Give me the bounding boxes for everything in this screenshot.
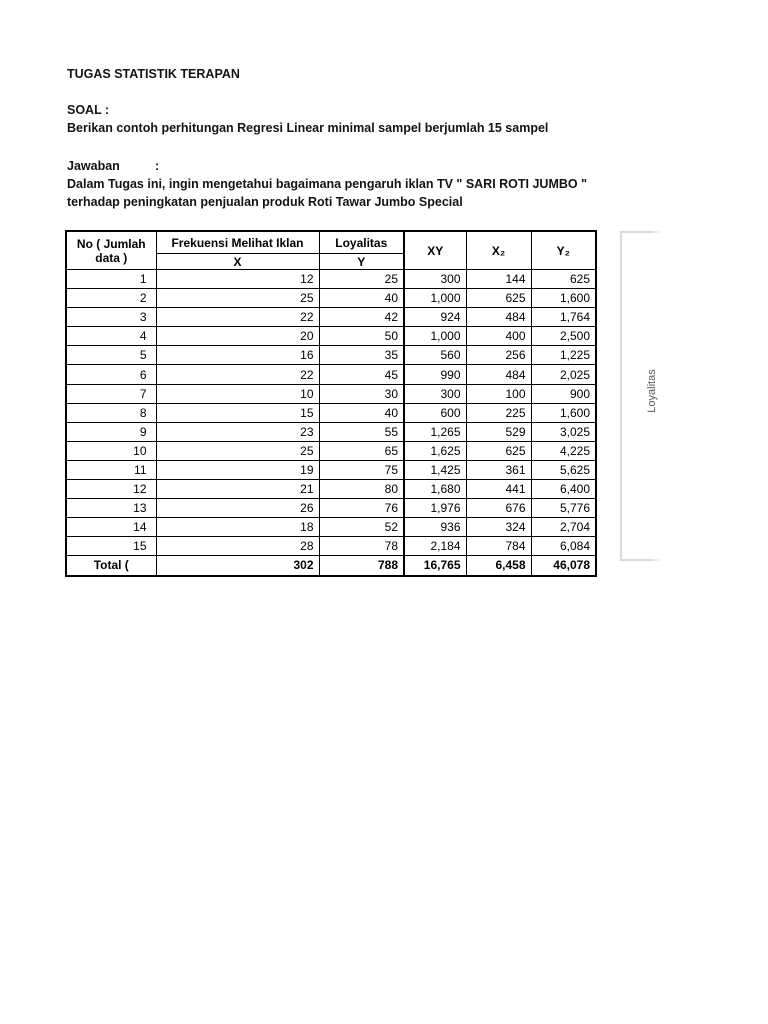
total-x2: 6,458: [466, 556, 531, 577]
table-cell-y2: 2,025: [531, 365, 596, 384]
table-cell-y: 40: [319, 289, 404, 308]
table-cell-no: 7: [66, 384, 156, 403]
table-cell-no: 15: [66, 537, 156, 556]
table-row: [66, 499, 596, 518]
header-x: X: [156, 254, 319, 270]
page-title: TUGAS STATISTIK TERAPAN: [67, 67, 240, 81]
table-cell-x: 18: [156, 518, 319, 537]
table-cell-x: 22: [156, 365, 319, 384]
table-cell-y: 55: [319, 422, 404, 441]
table-cell-y2: 1,764: [531, 308, 596, 327]
table-cell-no: 13: [66, 499, 156, 518]
table-cell-x: 15: [156, 403, 319, 422]
table-cell-x2: 144: [466, 270, 531, 289]
data-table: [65, 230, 597, 577]
header-y2: Y₂: [531, 231, 596, 270]
table-cell-y: 30: [319, 384, 404, 403]
table-cell-y2: 6,400: [531, 480, 596, 499]
table-row: [66, 327, 596, 346]
table-cell-xy: 1,000: [404, 327, 466, 346]
table-row: [66, 441, 596, 460]
table-cell-y2: 2,500: [531, 327, 596, 346]
header-y: Y: [319, 254, 404, 270]
table-cell-xy: 1,425: [404, 460, 466, 479]
table-cell-x2: 625: [466, 441, 531, 460]
jawaban-text-line1: Dalam Tugas ini, ingin mengetahui bagaimana pengaruh iklan TV " SARI ROTI JUMBO ": [67, 177, 588, 191]
table-header: [66, 231, 596, 270]
table-cell-no: 2: [66, 289, 156, 308]
table-cell-xy: 1,265: [404, 422, 466, 441]
table-cell-y2: 5,625: [531, 460, 596, 479]
table-body: [66, 270, 596, 556]
table-cell-x: 20: [156, 327, 319, 346]
table-row: [66, 480, 596, 499]
table-cell-x: 26: [156, 499, 319, 518]
table-cell-xy: 1,680: [404, 480, 466, 499]
table-cell-x2: 529: [466, 422, 531, 441]
table-cell-xy: 1,000: [404, 289, 466, 308]
chart-top-border: [620, 231, 662, 233]
table-cell-x2: 676: [466, 499, 531, 518]
table-cell-y: 35: [319, 346, 404, 365]
jawaban-line: [67, 157, 159, 175]
table-cell-x2: 441: [466, 480, 531, 499]
soal-label: SOAL :: [67, 103, 110, 117]
table-cell-x2: 225: [466, 403, 531, 422]
table-row: [66, 422, 596, 441]
total-label: Total (: [66, 556, 156, 577]
table-row: [66, 537, 596, 556]
table-cell-y: 65: [319, 441, 404, 460]
table-cell-y2: 1,225: [531, 346, 596, 365]
table-cell-x: 19: [156, 460, 319, 479]
table-row: [66, 289, 596, 308]
header-xy: XY: [404, 231, 466, 270]
table-cell-xy: 300: [404, 270, 466, 289]
table-cell-x: 28: [156, 537, 319, 556]
table-cell-y2: 1,600: [531, 289, 596, 308]
chart-bottom-border: [620, 559, 662, 561]
table-row: [66, 365, 596, 384]
table-cell-x: 25: [156, 289, 319, 308]
table-row: [66, 346, 596, 365]
total-row: [66, 556, 596, 577]
jawaban-label: Jawaban: [67, 159, 120, 173]
table-cell-x2: 324: [466, 518, 531, 537]
header-frekuensi: Frekuensi Melihat Iklan: [156, 231, 319, 254]
table-cell-no: 1: [66, 270, 156, 289]
table-row: [66, 384, 596, 403]
table-cell-xy: 300: [404, 384, 466, 403]
table-cell-no: 10: [66, 441, 156, 460]
table-cell-x2: 361: [466, 460, 531, 479]
table-cell-y: 52: [319, 518, 404, 537]
total-x: 302: [156, 556, 319, 577]
table-cell-x2: 784: [466, 537, 531, 556]
table-cell-no: 4: [66, 327, 156, 346]
table-cell-no: 14: [66, 518, 156, 537]
table-cell-y2: 3,025: [531, 422, 596, 441]
table-cell-y: 45: [319, 365, 404, 384]
jawaban-colon: :: [155, 159, 160, 173]
table-cell-x: 21: [156, 480, 319, 499]
table-cell-x2: 400: [466, 327, 531, 346]
table-row: [66, 308, 596, 327]
table-cell-y: 75: [319, 460, 404, 479]
table-cell-no: 11: [66, 460, 156, 479]
total-y: 788: [319, 556, 404, 577]
table-cell-y: 76: [319, 499, 404, 518]
table-cell-x: 23: [156, 422, 319, 441]
table-row: [66, 518, 596, 537]
chart-left-border: [620, 231, 622, 561]
table-cell-y2: 900: [531, 384, 596, 403]
table-cell-y: 40: [319, 403, 404, 422]
table-cell-no: 8: [66, 403, 156, 422]
table-row: [66, 403, 596, 422]
table-cell-y: 25: [319, 270, 404, 289]
table-cell-no: 9: [66, 422, 156, 441]
total-y2: 46,078: [531, 556, 596, 577]
table-cell-y2: 5,776: [531, 499, 596, 518]
table-cell-x2: 100: [466, 384, 531, 403]
table-cell-x2: 625: [466, 289, 531, 308]
table-row: [66, 270, 596, 289]
table-cell-no: 5: [66, 346, 156, 365]
table-cell-y: 42: [319, 308, 404, 327]
jawaban-text-line2: terhadap peningkatan penjualan produk Roti Tawar Jumbo Special: [67, 195, 463, 209]
table-cell-y: 80: [319, 480, 404, 499]
table-cell-y: 78: [319, 537, 404, 556]
table-cell-y2: 4,225: [531, 441, 596, 460]
table-cell-x2: 484: [466, 308, 531, 327]
header-x2: X₂: [466, 231, 531, 270]
header-no: No ( Jumlah data ): [66, 231, 156, 270]
table-cell-xy: 560: [404, 346, 466, 365]
header-loyalitas: Loyalitas: [319, 231, 404, 254]
table-cell-x: 10: [156, 384, 319, 403]
table-cell-no: 3: [66, 308, 156, 327]
table-cell-x: 22: [156, 308, 319, 327]
table-row: [66, 460, 596, 479]
table-cell-x: 16: [156, 346, 319, 365]
table-cell-xy: 924: [404, 308, 466, 327]
table-cell-xy: 990: [404, 365, 466, 384]
table-cell-xy: 2,184: [404, 537, 466, 556]
chart-y-axis-label: Loyalitas: [646, 369, 658, 413]
table-cell-xy: 1,976: [404, 499, 466, 518]
table-cell-y2: 6,084: [531, 537, 596, 556]
table-cell-y: 50: [319, 327, 404, 346]
table-cell-no: 6: [66, 365, 156, 384]
table-cell-y2: 1,600: [531, 403, 596, 422]
table-cell-no: 12: [66, 480, 156, 499]
total-xy: 16,765: [404, 556, 466, 577]
table-cell-x2: 256: [466, 346, 531, 365]
table-cell-y2: 2,704: [531, 518, 596, 537]
table-cell-x2: 484: [466, 365, 531, 384]
table-cell-y2: 625: [531, 270, 596, 289]
table-cell-x: 12: [156, 270, 319, 289]
soal-text: Berikan contoh perhitungan Regresi Linear minimal sampel berjumlah 15 sampel: [67, 121, 549, 135]
table-cell-xy: 936: [404, 518, 466, 537]
table-cell-xy: 600: [404, 403, 466, 422]
table-cell-xy: 1,625: [404, 441, 466, 460]
table-cell-x: 25: [156, 441, 319, 460]
chart-fragment: [620, 231, 768, 561]
